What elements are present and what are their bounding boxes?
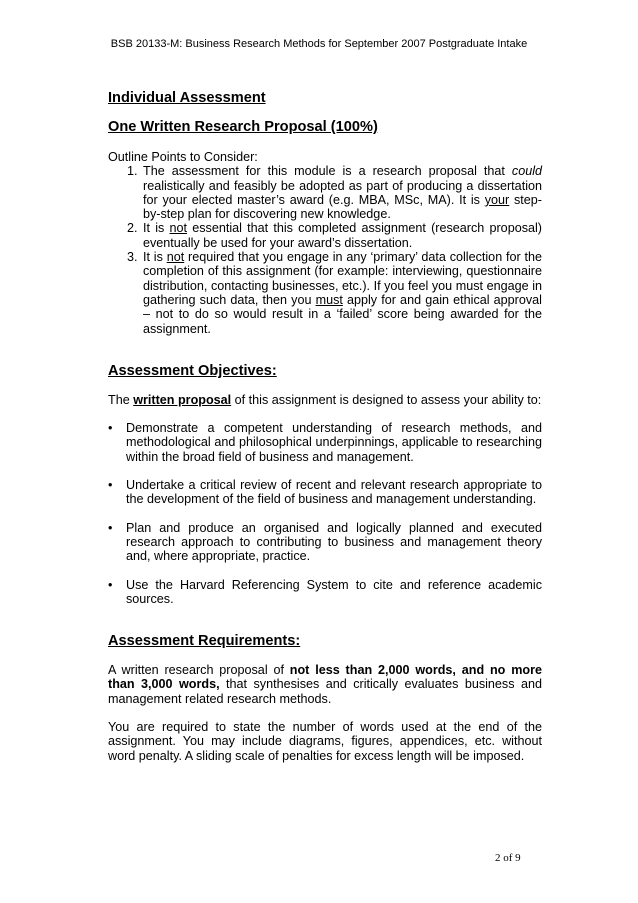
list-item: • Undertake a critical review of recent and relevant research appropriate to the development of the field of business and management understanding. bbox=[108, 478, 542, 507]
list-item: • Use the Harvard Referencing System to cite and reference academic sources. bbox=[108, 577, 542, 606]
page-number: 2 of 9 bbox=[495, 852, 521, 864]
document-body bbox=[108, 90, 542, 763]
requirements-paragraph: You are required to state the number of words used at the end of the assignment. You may include diagrams, figures, appendices, etc. without word penalty. A sliding scale of penalties for excess length will be imposed. bbox=[108, 720, 542, 763]
list-item: 2. It is not essential that this completed assignment (research proposal) eventually be used for your award’s dissertation. bbox=[127, 221, 542, 250]
list-item: • Demonstrate a competent understanding of research methods, and methodological and philosophical underpinnings, applicable to researching within the broad field of business and management. bbox=[108, 421, 542, 464]
objectives-list bbox=[108, 421, 542, 606]
requirements-paragraph: A written research proposal of not less than 2,000 words, and no more than 3,000 words, that synthesises and critically evaluates business and management related research methods. bbox=[108, 663, 542, 706]
page-subtitle: One Written Research Proposal (100%) bbox=[108, 119, 378, 135]
list-number: 2. bbox=[127, 221, 138, 236]
list-item: 1. The assessment for this module is a research proposal that could realistically and feasibly be adopted as part of producing a dissertation for your elected master’s award (e.g. MBA, MSc, MA). It is your step-by-step plan for discovering new knowledge. bbox=[127, 164, 542, 222]
page-title: Individual Assessment bbox=[108, 90, 266, 106]
outline-list bbox=[108, 164, 542, 336]
bullet-icon: • bbox=[108, 520, 113, 535]
objectives-heading: Assessment Objectives: bbox=[108, 362, 277, 379]
bullet-icon: • bbox=[108, 478, 113, 493]
list-item: • Plan and produce an organised and logically planned and executed research approach to contributing to business and management theory and, where appropriate, practice. bbox=[108, 520, 542, 564]
page-header: BSB 20133-M: Business Research Methods for September 2007 Postgraduate Intake bbox=[110, 38, 528, 50]
objectives-intro: The written proposal of this assignment is designed to assess your ability to: bbox=[108, 392, 542, 407]
list-number: 3. bbox=[127, 250, 138, 265]
bullet-icon: • bbox=[108, 421, 113, 436]
list-number: 1. bbox=[127, 164, 138, 179]
requirements-heading: Assessment Requirements: bbox=[108, 633, 301, 650]
list-item: 3. It is not required that you engage in any ‘primary’ data collection for the completion of this assignment (for example: interviewing, questionnaire distribution, contacting businesses, etc.). If you feel you must engage in gathering such data, then you must apply for and gain ethical approval – not to do so would result in a ‘failed’ score being awarded for the assignment. bbox=[127, 250, 543, 336]
bullet-icon: • bbox=[108, 577, 113, 592]
outline-intro: Outline Points to Consider: bbox=[108, 150, 258, 164]
